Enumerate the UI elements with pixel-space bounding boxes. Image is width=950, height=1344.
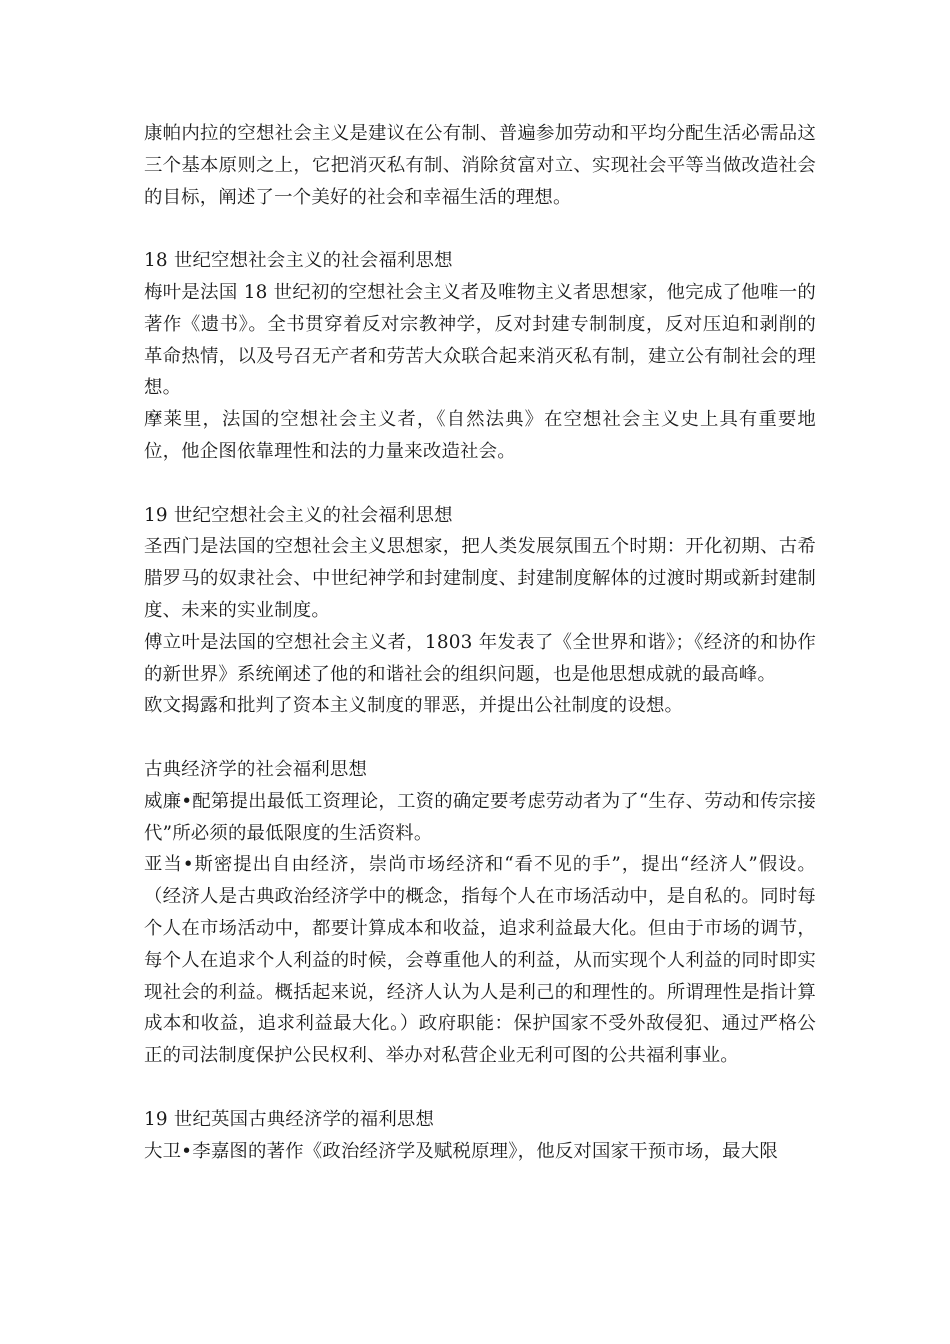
paragraph-adam-smith: 亚当•斯密提出自由经济，崇尚市场经济和“看不见的手”，提出“经济人”假设。（经济人是古典政治经济学中的概念，指每个人在市场活动中，是自私的。同时每个人在市场活动中，都要计算成本和收益，追求利益最大化。但由于市场的调节，每个人在追求个人利益的时候，会尊重他人的利益，从而实现个人利益的同时即实现社会的利益。概括起来说，经济人认为人是利己的和理性的。所谓理性是指计算成本和收益，追求利益最大化。）政府职能：保护国家不受外敌侵犯、通过严格公正的司法制度保护公民权利、举办对私营企业无利可图的公共福利事业。 — [144, 854, 816, 1067]
paragraph-ricardo: 大卫•李嘉图的著作《政治经济学及赋税原理》，他反对国家干预市场，最大限 — [144, 1140, 778, 1162]
paragraph-morelly: 摩莱里，法国的空想社会主义者，《自然法典》在空想社会主义史上具有重要地位，他企图依靠理性和法的力量来改造社会。 — [144, 409, 816, 462]
section-heading-19th-century-british: 19 世纪英国古典经济学的福利思想 — [144, 1108, 435, 1130]
paragraph-petty: 威廉•配第提出最低工资理论，工资的确定要考虑劳动者为了“生存、劳动和传宗接代”所必须的最低限度的生活资料。 — [144, 790, 816, 844]
section-heading-19th-century: 19 世纪空想社会主义的社会福利思想 — [144, 504, 453, 526]
section-heading-classical-economics: 古典经济学的社会福利思想 — [144, 758, 368, 780]
document-body — [144, 118, 816, 1167]
paragraph-meslier: 梅叶是法国 18 世纪初的空想社会主义者及唯物主义者思想家，他完成了他唯一的著作《遗书》。全书贯穿着反对宗教神学，反对封建专制制度，反对压迫和剥削的革命热情，以及号召无产者和劳苦大众联合起来消灭私有制，建立公有制社会的理想。 — [144, 281, 816, 399]
paragraph-campanella: 康帕内拉的空想社会主义是建议在公有制、普遍参加劳动和平均分配生活必需品这三个基本原则之上，它把消灭私有制、消除贫富对立、实现社会平等当做改造社会的目标，阐述了一个美好的社会和幸福生活的理想。 — [144, 123, 816, 208]
paragraph-owen: 欧文揭露和批判了资本主义制度的罪恶，并提出公社制度的设想。 — [144, 695, 684, 717]
paragraph-fourier: 傅立叶是法国的空想社会主义者，1803 年发表了《全世界和谐》；《经济的和协作的新世界》系统阐述了他的和谐社会的组织问题，也是他思想成就的最高峰。 — [144, 631, 816, 685]
section-heading-18th-century: 18 世纪空想社会主义的社会福利思想 — [144, 250, 453, 272]
paragraph-saint-simon: 圣西门是法国的空想社会主义思想家，把人类发展氛围五个时期：开化初期、古希腊罗马的奴隶社会、中世纪神学和封建制度、封建制度解体的过渡时期或新封建制度、未来的实业制度。 — [144, 536, 816, 621]
